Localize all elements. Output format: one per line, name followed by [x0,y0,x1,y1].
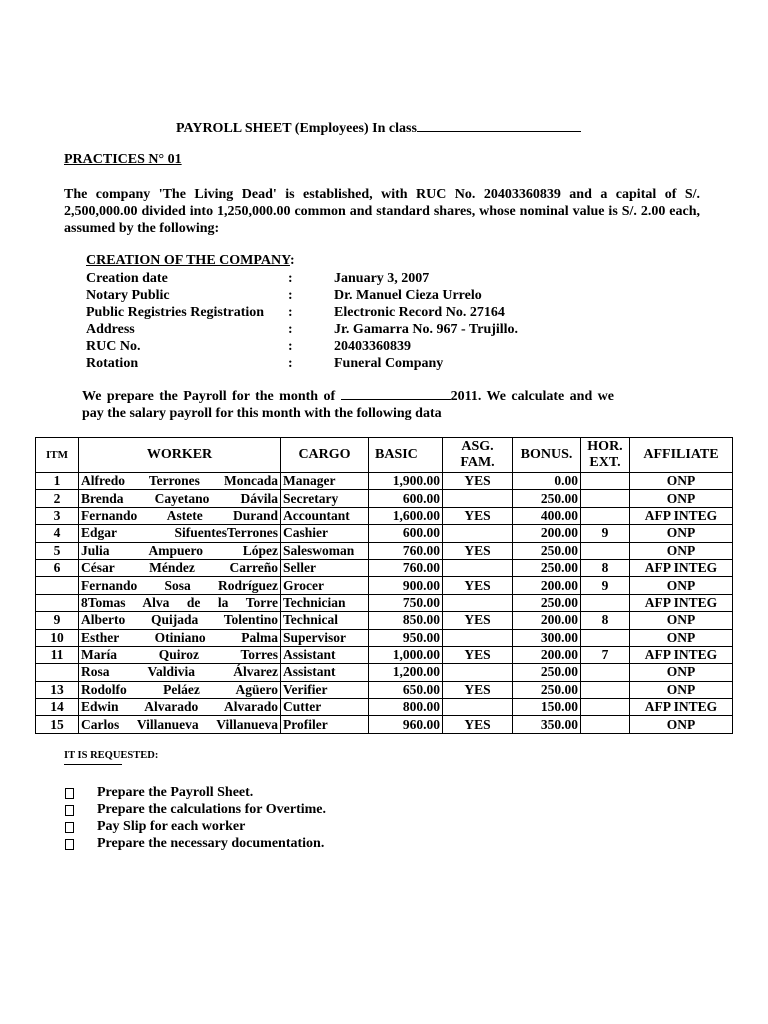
cell-basic: 1,000.00 [369,646,443,663]
cell-cargo: Secretary [281,490,369,507]
cell-worker: Alberto Quijada Tolentino [79,612,281,629]
checkbox-icon [65,788,74,799]
cell-basic: 600.00 [369,490,443,507]
cell-worker: 8Tomas Alva de la Torre [79,594,281,611]
cell-hor: 7 [581,646,630,663]
cell-hor [581,681,630,698]
cell-basic: 1,900.00 [369,473,443,490]
intro-paragraph: The company 'The Living Dead' is established, with RUC No. 20403360839 and a capital of S/. 2,500,000.00 divided into 1,250,000.00 common and standard shares, whose nominal value is S/. 2.00 each, assumed by the following: [64,187,700,236]
cell-bonus: 200.00 [513,646,581,663]
requested-heading: IT IS REQUESTED: [64,750,159,761]
table-row [36,681,733,698]
cell-cargo: Seller [281,559,369,576]
table-row [36,612,733,629]
payroll-instruction: We prepare the Payroll for the month of 2011. We calculate and we pay the salary payroll for this month with the following data [82,389,615,421]
cell-asg: YES [443,646,513,663]
cell-itm: 15 [36,716,79,733]
cell-asg: YES [443,681,513,698]
table-row [36,473,733,490]
cell-itm [36,577,79,594]
cell-itm: 9 [36,612,79,629]
cell-basic: 850.00 [369,612,443,629]
col-cargo: CARGO [281,438,369,473]
cell-bonus: 250.00 [513,681,581,698]
cell-affiliate: ONP [630,664,733,681]
cell-asg: YES [443,577,513,594]
cell-bonus: 250.00 [513,664,581,681]
cell-bonus: 250.00 [513,542,581,559]
practice-heading: PRACTICES N° 01 [64,152,182,167]
col-basic: BASIC [369,438,443,473]
cell-bonus: 250.00 [513,594,581,611]
table-row [36,629,733,646]
cell-asg [443,629,513,646]
cell-itm: 5 [36,542,79,559]
cell-cargo: Assistant [281,664,369,681]
table-row [36,577,733,594]
document-title: PAYROLL SHEET (Employees) In class [176,119,581,137]
cell-affiliate: ONP [630,716,733,733]
cell-hor [581,594,630,611]
cell-cargo: Technical [281,612,369,629]
cell-asg [443,699,513,716]
cell-asg: YES [443,612,513,629]
cell-affiliate: ONP [630,525,733,542]
month-blank-line [341,387,451,400]
payroll-table [35,437,733,734]
table-row [36,699,733,716]
cell-cargo: Cutter [281,699,369,716]
cell-hor [581,699,630,716]
cell-worker: María Quiroz Torres [79,646,281,663]
cell-affiliate: ONP [630,629,733,646]
cell-itm: 11 [36,646,79,663]
cell-basic: 750.00 [369,594,443,611]
cell-bonus: 150.00 [513,699,581,716]
table-header-row [36,438,733,473]
cell-affiliate: AFP INTEG [630,594,733,611]
cell-worker: Esther Otiniano Palma [79,629,281,646]
cell-itm [36,594,79,611]
col-hor: HOR. EXT. [581,438,630,473]
cell-worker: Edgar SifuentesTerrones [79,525,281,542]
cell-basic: 950.00 [369,629,443,646]
cell-asg: YES [443,542,513,559]
cell-basic: 760.00 [369,559,443,576]
checkbox-icon [65,805,74,816]
table-row [36,646,733,663]
payroll-body [36,473,733,734]
col-bonus: BONUS. [513,438,581,473]
table-row [36,716,733,733]
cell-bonus: 400.00 [513,507,581,524]
cell-cargo: Manager [281,473,369,490]
table-row [36,542,733,559]
cell-hor [581,490,630,507]
cell-itm: 13 [36,681,79,698]
cell-basic: 1,600.00 [369,507,443,524]
table-row [36,490,733,507]
cell-asg: YES [443,473,513,490]
cell-itm: 4 [36,525,79,542]
requested-underline [64,764,122,765]
cell-cargo: Profiler [281,716,369,733]
cell-bonus: 350.00 [513,716,581,733]
cell-hor [581,542,630,559]
company-info [86,270,646,372]
cell-cargo: Cashier [281,525,369,542]
cell-asg [443,490,513,507]
cell-affiliate: ONP [630,681,733,698]
cell-hor: 9 [581,577,630,594]
cell-basic: 650.00 [369,681,443,698]
cell-bonus: 250.00 [513,490,581,507]
cell-affiliate: ONP [630,577,733,594]
cell-basic: 800.00 [369,699,443,716]
cell-worker: Julia Ampuero López [79,542,281,559]
cell-worker: Rodolfo Peláez Agüero [79,681,281,698]
creation-heading: CREATION OF THE COMPANY: [86,253,295,268]
cell-hor: 8 [581,612,630,629]
cell-asg [443,594,513,611]
cell-hor [581,716,630,733]
cell-asg: YES [443,507,513,524]
cell-bonus: 250.00 [513,559,581,576]
cell-asg [443,525,513,542]
cell-cargo: Grocer [281,577,369,594]
col-asg: ASG. FAM. [443,438,513,473]
col-worker: WORKER [79,438,281,473]
cell-worker: Fernando Astete Durand [79,507,281,524]
cell-affiliate: AFP INTEG [630,507,733,524]
col-affiliate: AFFILIATE [630,438,733,473]
checkbox-icon [65,839,74,850]
cell-basic: 600.00 [369,525,443,542]
cell-hor [581,507,630,524]
cell-worker: César Méndez Carreño [79,559,281,576]
cell-worker: Alfredo Terrones Moncada [79,473,281,490]
cell-worker: Carlos Villanueva Villanueva [79,716,281,733]
table-row [36,664,733,681]
cell-cargo: Saleswoman [281,542,369,559]
cell-basic: 960.00 [369,716,443,733]
class-blank-line [417,119,581,132]
cell-cargo: Technician [281,594,369,611]
cell-itm: 3 [36,507,79,524]
cell-affiliate: AFP INTEG [630,559,733,576]
cell-worker: Fernando Sosa Rodríguez [79,577,281,594]
cell-worker: Edwin Alvarado Alvarado [79,699,281,716]
cell-bonus: 200.00 [513,612,581,629]
cell-asg [443,664,513,681]
table-row [36,559,733,576]
cell-affiliate: ONP [630,612,733,629]
cell-hor: 9 [581,525,630,542]
cell-basic: 900.00 [369,577,443,594]
cell-basic: 1,200.00 [369,664,443,681]
cell-itm [36,664,79,681]
cell-worker: Brenda Cayetano Dávila [79,490,281,507]
info-row: Creation date : January 3, 2007 [86,271,430,286]
cell-itm: 10 [36,629,79,646]
cell-asg: YES [443,716,513,733]
cell-bonus: 200.00 [513,577,581,594]
cell-itm: 1 [36,473,79,490]
cell-affiliate: ONP [630,490,733,507]
cell-hor [581,664,630,681]
col-itm: ITM [36,438,79,473]
info-row: Address : Jr. Gamarra No. 967 - Trujillo. [86,322,519,337]
cell-bonus: 0.00 [513,473,581,490]
cell-bonus: 300.00 [513,629,581,646]
cell-basic: 760.00 [369,542,443,559]
cell-itm: 2 [36,490,79,507]
cell-affiliate: AFP INTEG [630,646,733,663]
cell-worker: Rosa Valdivia Álvarez [79,664,281,681]
info-row: Notary Public : Dr. Manuel Cieza Urrelo [86,288,482,303]
cell-cargo: Supervisor [281,629,369,646]
table-row [36,525,733,542]
info-row: Rotation : Funeral Company [86,356,444,371]
cell-itm: 14 [36,699,79,716]
cell-affiliate: ONP [630,473,733,490]
cell-cargo: Accountant [281,507,369,524]
checkbox-icon [65,822,74,833]
cell-affiliate: AFP INTEG [630,699,733,716]
cell-asg [443,559,513,576]
cell-cargo: Assistant [281,646,369,663]
cell-affiliate: ONP [630,542,733,559]
cell-hor [581,473,630,490]
cell-itm: 6 [36,559,79,576]
info-row: Public Registries Registration : Electronic Record No. 27164 [86,305,505,320]
cell-cargo: Verifier [281,681,369,698]
table-row [36,507,733,524]
table-row [36,594,733,611]
cell-bonus: 200.00 [513,525,581,542]
info-row: RUC No. : 20403360839 [86,339,411,354]
cell-hor [581,629,630,646]
cell-hor: 8 [581,559,630,576]
